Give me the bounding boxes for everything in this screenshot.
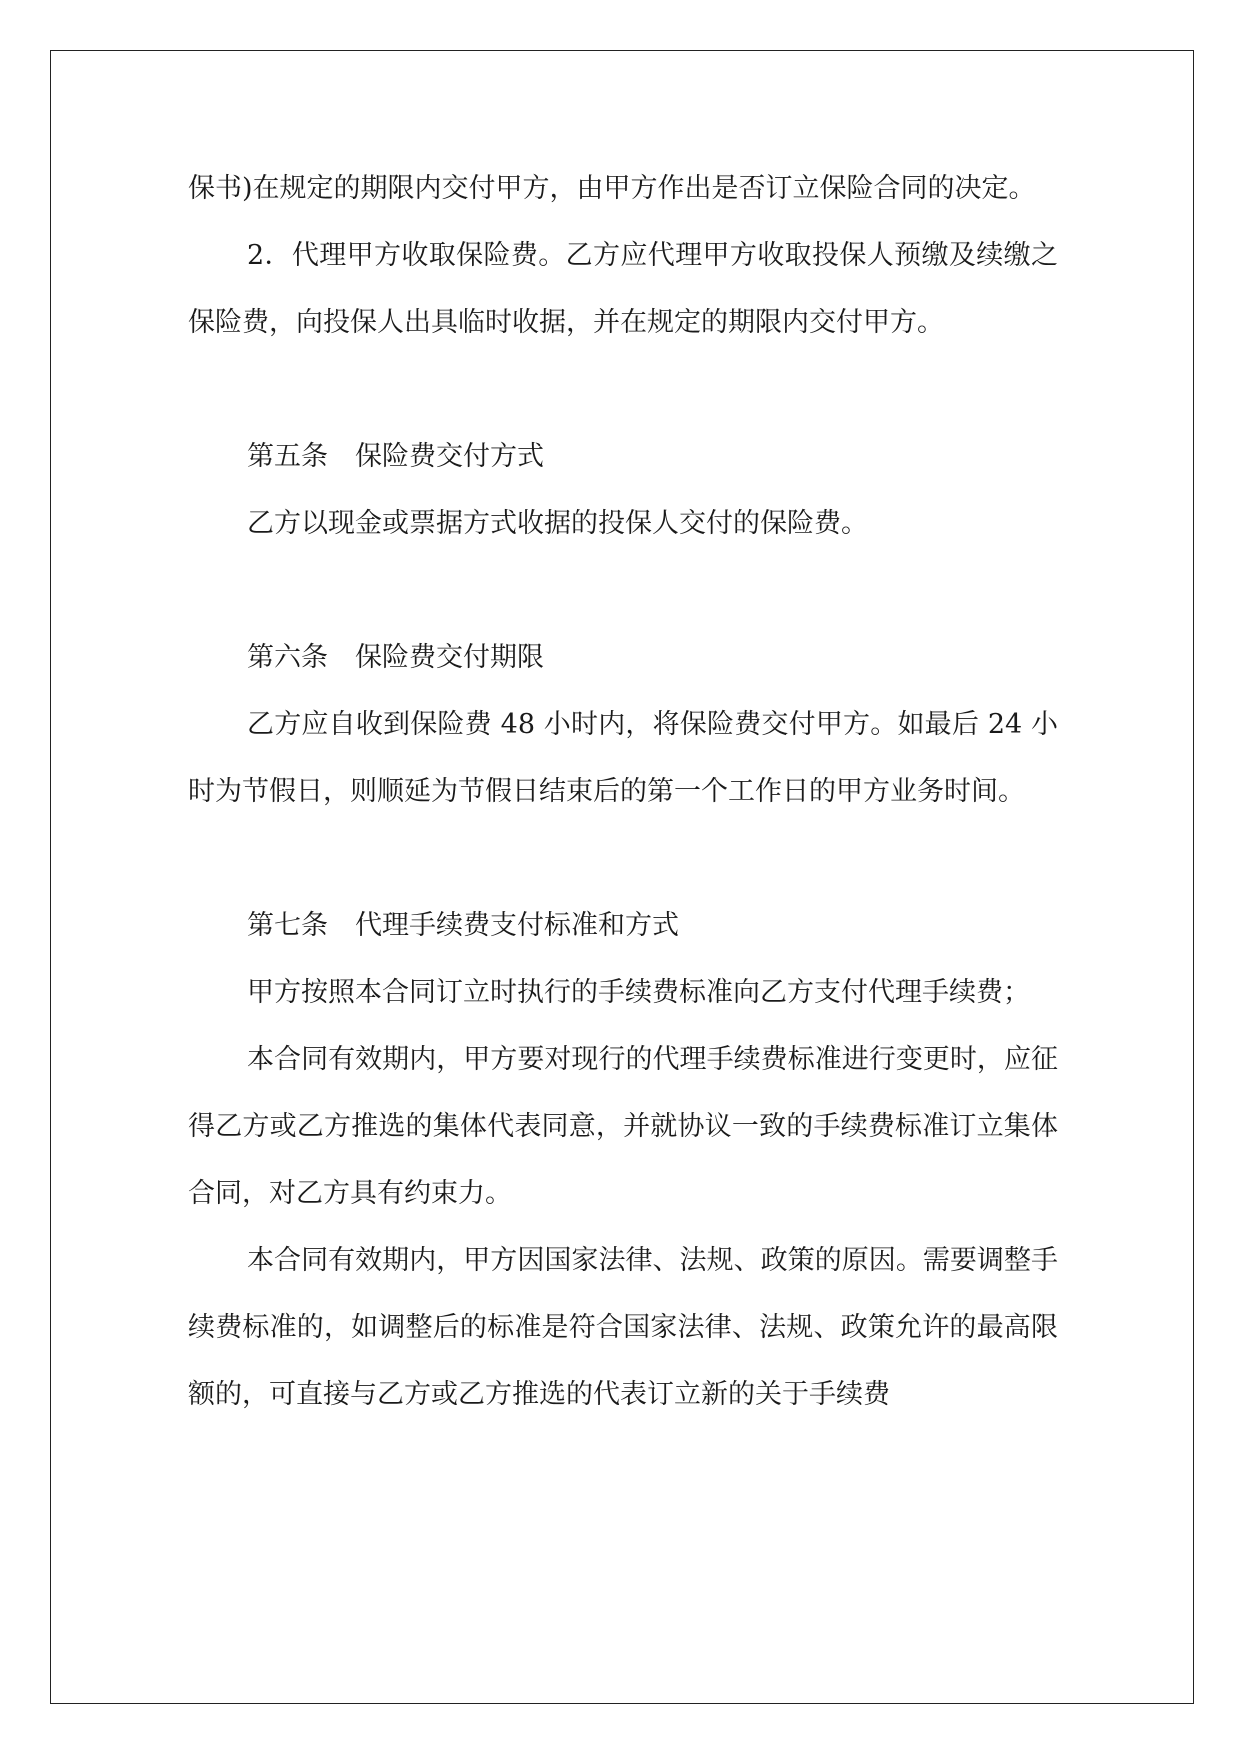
blank-line [188, 825, 1058, 892]
blank-line [188, 557, 1058, 624]
article-7-body-2: 本合同有效期内，甲方要对现行的代理手续费标准进行变更时，应征得乙方或乙方推选的集体代表同意，并就协议一致的手续费标准订立集体合同，对乙方具有约束力。 [188, 1044, 1058, 1209]
article-5-body: 乙方以现金或票据方式收据的投保人交付的保险费。 [247, 508, 868, 539]
article-7-body-3: 本合同有效期内，甲方因国家法律、法规、政策的原因。需要调整手续费标准的，如调整后的标准是符合国家法律、法规、政策允许的最高限额的，可直接与乙方或乙方推选的代表订立新的关于手续费 [188, 1245, 1058, 1410]
blank-line [188, 356, 1058, 423]
article-6-heading: 第六条 保险费交付期限 [247, 642, 544, 673]
article-7-body-1: 甲方按照本合同订立时执行的手续费标准向乙方支付代理手续费； [247, 977, 1030, 1008]
article-7-heading: 第七条 代理手续费支付标准和方式 [247, 910, 679, 941]
paragraph-item-2: 2．代理甲方收取保险费。乙方应代理甲方收取投保人预缴及续缴之保险费，向投保人出具临时收据，并在规定的期限内交付甲方。 [188, 240, 1058, 338]
article-6-body: 乙方应自收到保险费 48 小时内，将保险费交付甲方。如最后 24 小时为节假日，则顺延为节假日结束后的第一个工作日的甲方业务时间。 [188, 709, 1058, 807]
article-5-heading: 第五条 保险费交付方式 [247, 441, 544, 472]
paragraph-continuation: 保书)在规定的期限内交付甲方，由甲方作出是否订立保险合同的决定。 [188, 173, 1036, 204]
document-body [188, 155, 1058, 1428]
